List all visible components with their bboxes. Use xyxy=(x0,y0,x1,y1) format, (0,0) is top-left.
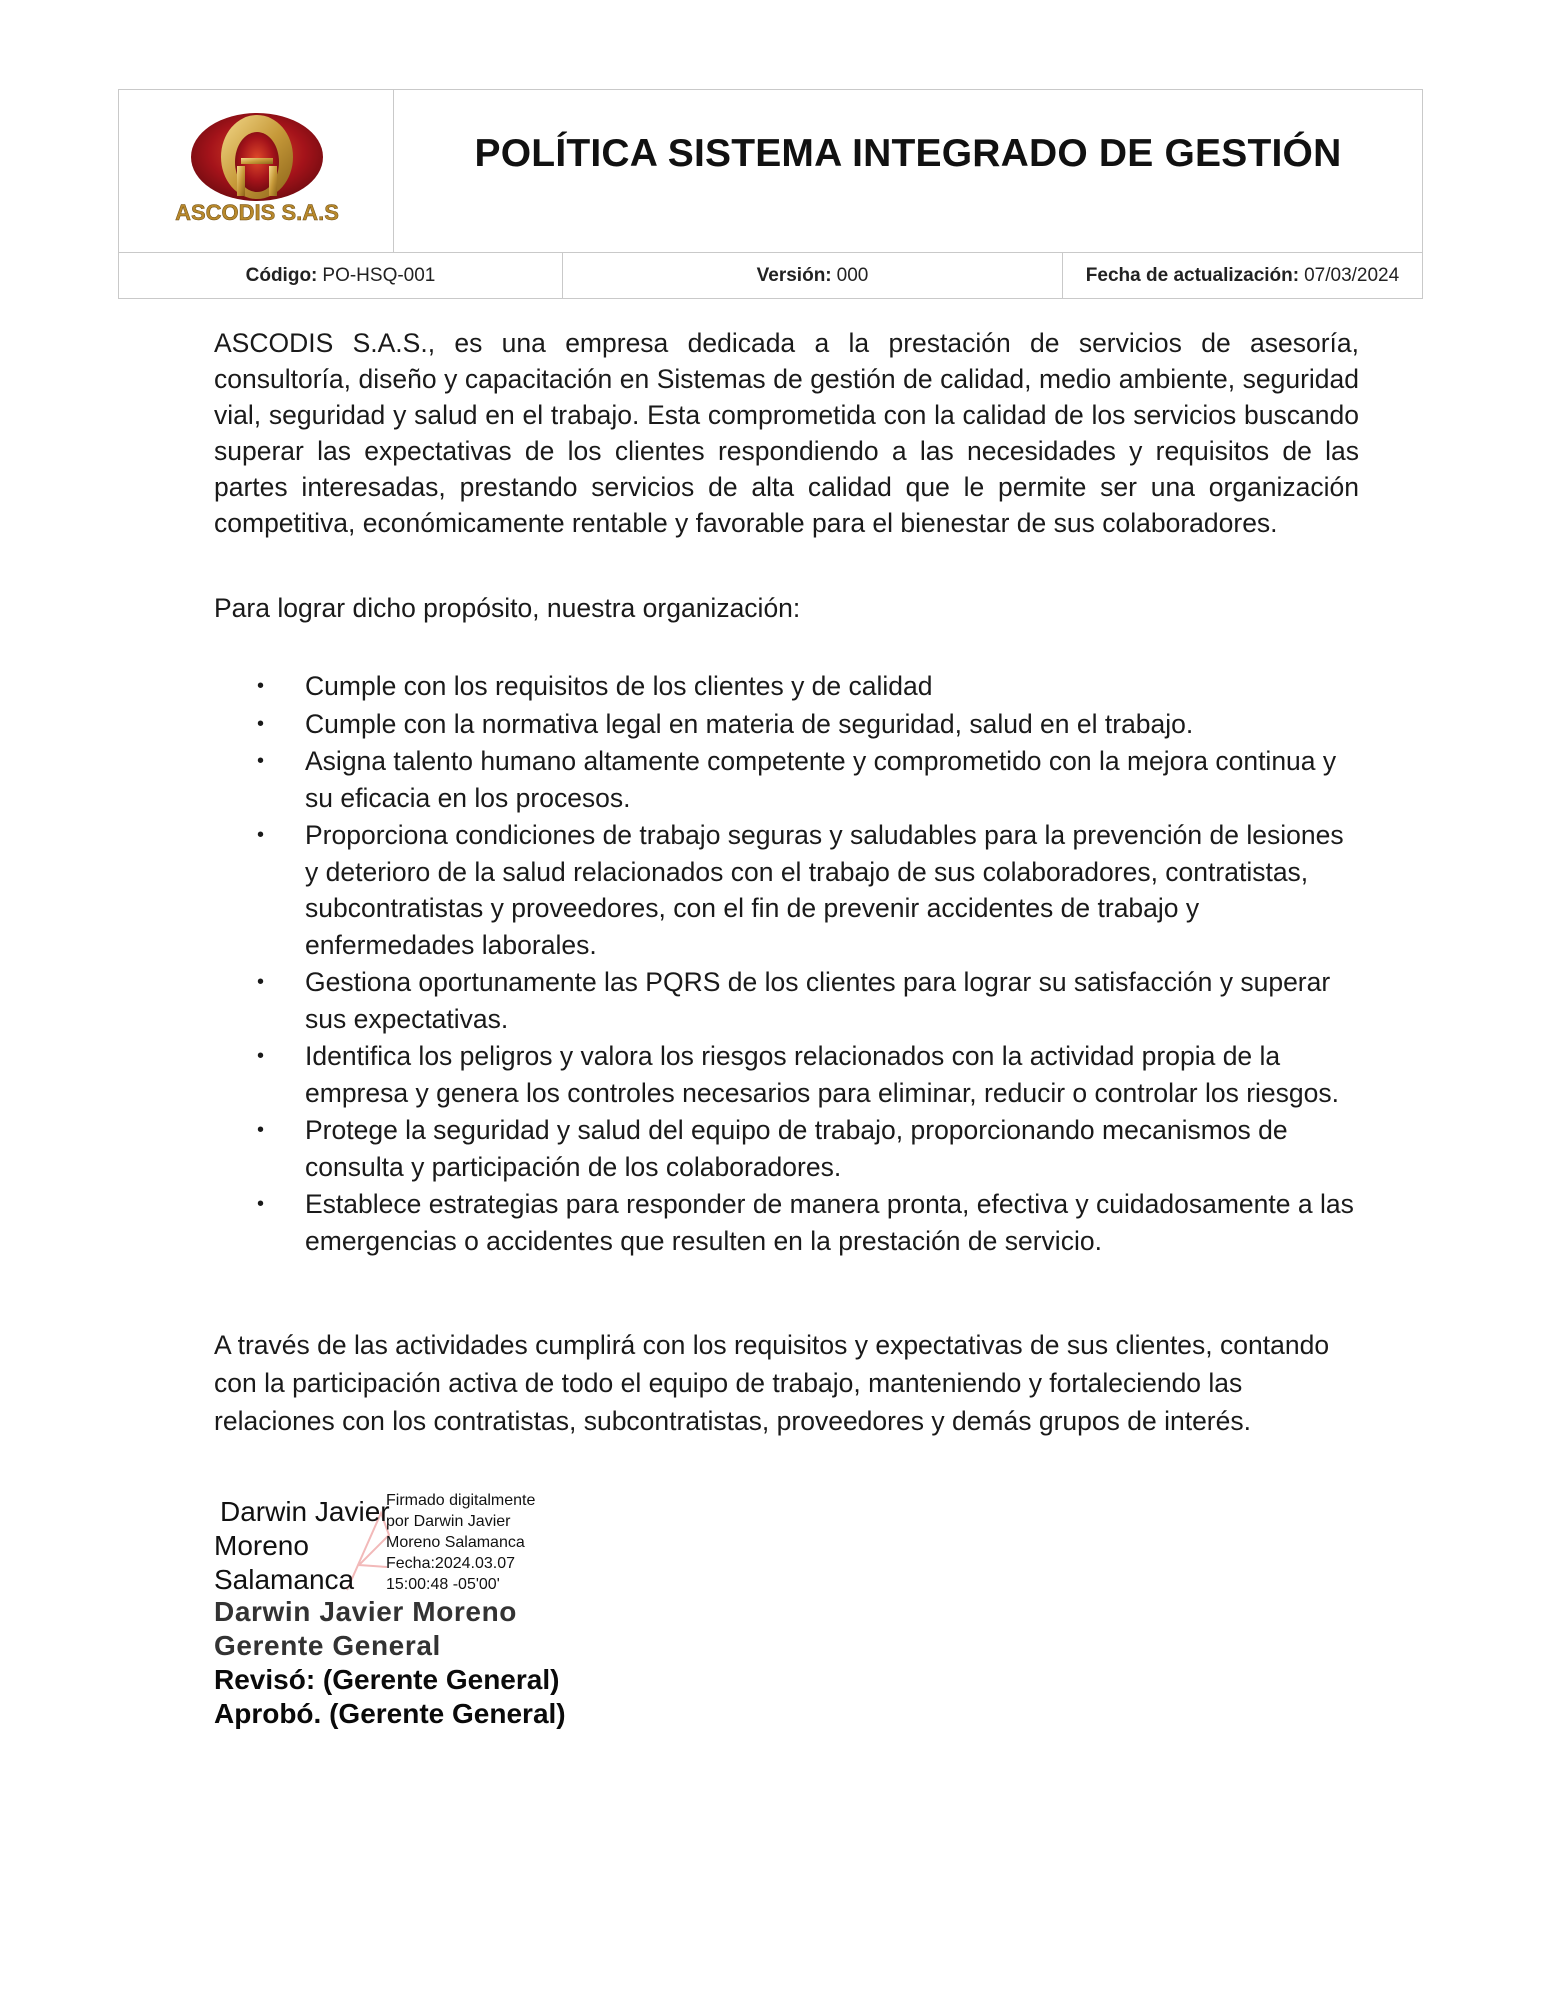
bullet-icon: • xyxy=(257,1119,265,1141)
bullet-icon: • xyxy=(257,750,265,772)
bullet-icon: • xyxy=(257,712,265,735)
bullet-icon: • xyxy=(257,1045,265,1067)
version-value: 000 xyxy=(836,264,869,286)
codigo-value: PO-HSQ-001 xyxy=(322,264,436,286)
bullet-icon: • xyxy=(257,1193,265,1215)
approved-by: Aprobó. (Gerente General) xyxy=(214,1698,566,1729)
list-item: • Gestiona oportunamente las PQRS de los clientes para lograr su satisfacción y superar sus expectativas. xyxy=(214,964,1354,1037)
codigo-cell xyxy=(119,253,563,298)
list-item: • Establece estrategias para responder de manera pronta, efectiva y cuidadosamente a las emergencias o accidentes que resulten en la prestación de servicio. xyxy=(214,1186,1354,1259)
ascodis-logo xyxy=(167,110,347,228)
digital-signature xyxy=(214,1492,634,1605)
logo-text: ASCODIS S.A.S xyxy=(175,200,339,225)
reviewed-by: Revisó: (Gerente General) xyxy=(214,1664,560,1695)
bullet-icon: • xyxy=(257,675,265,697)
list-item: • Cumple con la normativa legal en materia de seguridad, salud en el trabajo. xyxy=(214,706,1354,743)
list-item: • Protege la seguridad y salud del equipo de trabajo, proporcionando mecanismos de consulta y participación de los colaboradores. xyxy=(214,1112,1354,1185)
signature-stamp: Firmado digitalmente por Darwin Javier Moreno Salamanca Fecha:2024.03.07 15:00:48 -05'00' xyxy=(386,1492,536,1593)
fecha-value: 07/03/2024 xyxy=(1304,264,1400,286)
list-item: • Identifica los peligros y valora los riesgos relacionados con la actividad propia de la empresa y genera los controles necesarios para eliminar, reducir o controlar los riesgos. xyxy=(214,1038,1354,1111)
signatory-role: Gerente General xyxy=(214,1630,441,1661)
list-item: • Proporciona condiciones de trabajo seguras y saludables para la prevención de lesiones y deterioro de la salud relacionados con el trabajo de sus colaboradores, contratistas, subcontratistas y proveedores, con el fin de prevenir accidentes de trabajo y enfermedades laborales. xyxy=(214,817,1354,963)
version-cell xyxy=(563,253,1063,298)
fecha-label: Fecha de actualización: xyxy=(1085,264,1300,286)
list-item: • Asigna talento humano altamente competente y comprometido con la mejora continua y su eficacia en los procesos. xyxy=(214,743,1354,816)
logo-cell xyxy=(119,90,394,252)
commitments-list xyxy=(214,668,1354,1260)
bullet-icon: • xyxy=(257,824,265,846)
list-item: • Cumple con los requisitos de los clientes y de calidad xyxy=(214,668,1354,705)
bullet-icon: • xyxy=(257,971,265,993)
document-header xyxy=(118,89,1423,299)
codigo-label: Código: xyxy=(245,264,318,286)
closing-paragraph: A través de las actividades cumplirá con los requisitos y expectativas de sus clientes, contando con la participación activa de todo el equipo de trabajo, manteniendo y fortaleciendo las relaciones con los contratistas, subcontratistas, proveedores y demás grupos de interés. xyxy=(214,1330,1330,1436)
signatory-name: Darwin Javier Moreno xyxy=(214,1596,517,1627)
version-label: Versión: xyxy=(756,264,832,286)
title-cell xyxy=(394,90,1422,252)
document-title: POLÍTICA SISTEMA INTEGRADO DE GESTIÓN xyxy=(474,132,1342,175)
document-meta-row xyxy=(119,252,1422,298)
intro-paragraph: ASCODIS S.A.S., es una empresa dedicada a la prestación de servicios de asesoría, consultoría, diseño y capacitación en Sistemas de gestión de calidad, medio ambiente, seguridad vial, seguridad y salud en el trabajo. Esta comprometida con la calidad de los servicios buscando superar las expectativas de los clientes respondiendo a las necesidades y requisitos de las partes interesadas, prestando servicios de alta calidad que le permite ser una organización competitiva, económicamente rentable y favorable para el bienestar de sus colaboradores. xyxy=(214,328,1359,538)
lead-paragraph: Para lograr dicho propósito, nuestra organización: xyxy=(214,593,801,623)
signature-name: Darwin Javier Moreno Salamanca xyxy=(214,1496,390,1595)
fecha-cell xyxy=(1063,253,1422,298)
signatory-block xyxy=(214,1595,566,1731)
